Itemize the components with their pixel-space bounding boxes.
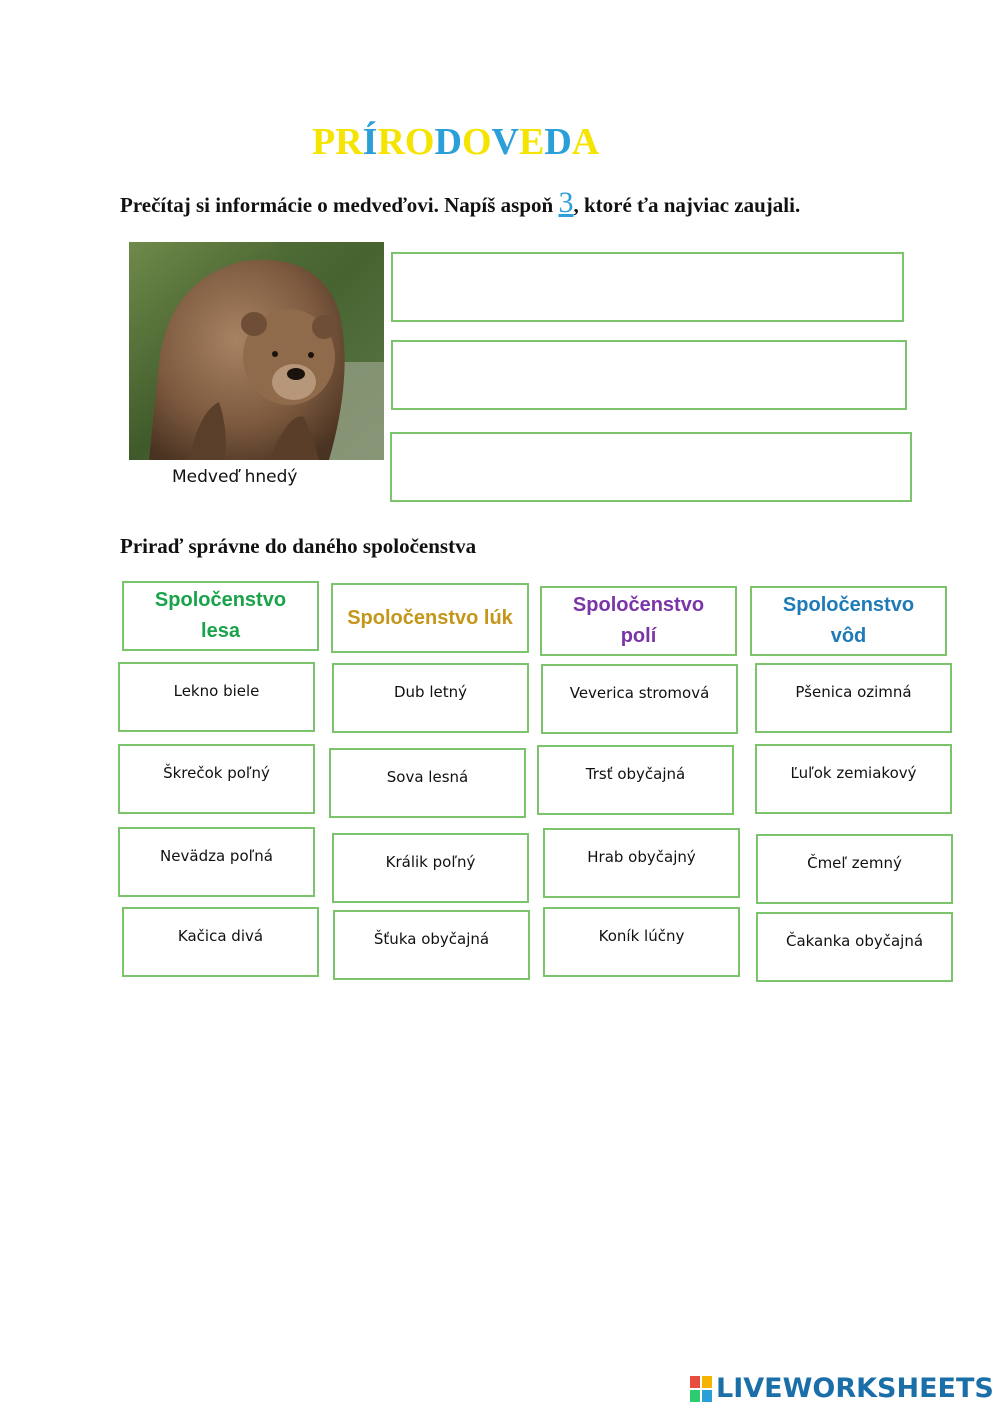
worksheet-title [312, 120, 599, 164]
drag-item[interactable]: Nevädza poľná [118, 827, 315, 897]
title-letter: P [312, 121, 336, 163]
liveworksheets-logo: LIVEWORKSHEETS [690, 1373, 994, 1404]
logo-icon [690, 1376, 712, 1402]
drag-item[interactable]: Koník lúčny [543, 907, 740, 977]
category-forest[interactable] [122, 581, 319, 651]
drag-item[interactable]: Králik poľný [332, 833, 529, 903]
category-label: Spoločenstvo polí [572, 594, 705, 647]
drag-item[interactable]: Čmeľ zemný [756, 834, 953, 904]
title-letter: A [571, 121, 600, 163]
title-letter: O [404, 121, 435, 163]
drag-item[interactable]: Trsť obyčajná [537, 745, 734, 815]
category-label: Spoločenstvo lesa [154, 589, 287, 642]
section-heading: Priraď správne do daného spoločenstva [120, 534, 477, 558]
title-letter: D [434, 121, 462, 163]
title-letter: R [335, 121, 363, 163]
category-meadow[interactable] [331, 583, 529, 653]
bear-photo [129, 242, 384, 460]
drag-item[interactable]: Čakanka obyčajná [756, 912, 953, 982]
drag-item[interactable]: Šťuka obyčajná [333, 910, 530, 980]
title-letter: Í [362, 121, 378, 163]
category-label: Spoločenstvo vôd [782, 594, 915, 647]
title-letter: V [491, 121, 519, 163]
photo-caption: Medveď hnedý [172, 467, 298, 487]
required-count: 3 [558, 186, 574, 219]
answer-field-3[interactable] [390, 432, 912, 502]
category-waters[interactable] [750, 586, 947, 656]
drag-item[interactable]: Veverica stromová [541, 664, 738, 734]
instruction-text: Prečítaj si informácie o medveďovi. Napíš aspoň 3, ktoré ťa najviac zaujali. [120, 186, 801, 219]
answer-field-1[interactable] [391, 252, 904, 322]
drag-item[interactable]: Škrečok poľný [118, 744, 315, 814]
title-letter: O [461, 121, 492, 163]
title-letter: R [377, 121, 405, 163]
drag-item[interactable]: Lekno biele [118, 662, 315, 732]
category-label: Spoločenstvo lúk [347, 606, 513, 629]
drag-item[interactable]: Ľuľok zemiakový [755, 744, 952, 814]
drag-item[interactable]: Dub letný [332, 663, 529, 733]
drag-item[interactable]: Pšenica ozimná [755, 663, 952, 733]
answer-field-2[interactable] [391, 340, 907, 410]
category-fields[interactable] [540, 586, 737, 656]
title-letter: D [544, 121, 572, 163]
drag-item[interactable]: Kačica divá [122, 907, 319, 977]
title-letter: E [518, 121, 545, 163]
drag-item[interactable]: Sova lesná [329, 748, 526, 818]
drag-item[interactable]: Hrab obyčajný [543, 828, 740, 898]
